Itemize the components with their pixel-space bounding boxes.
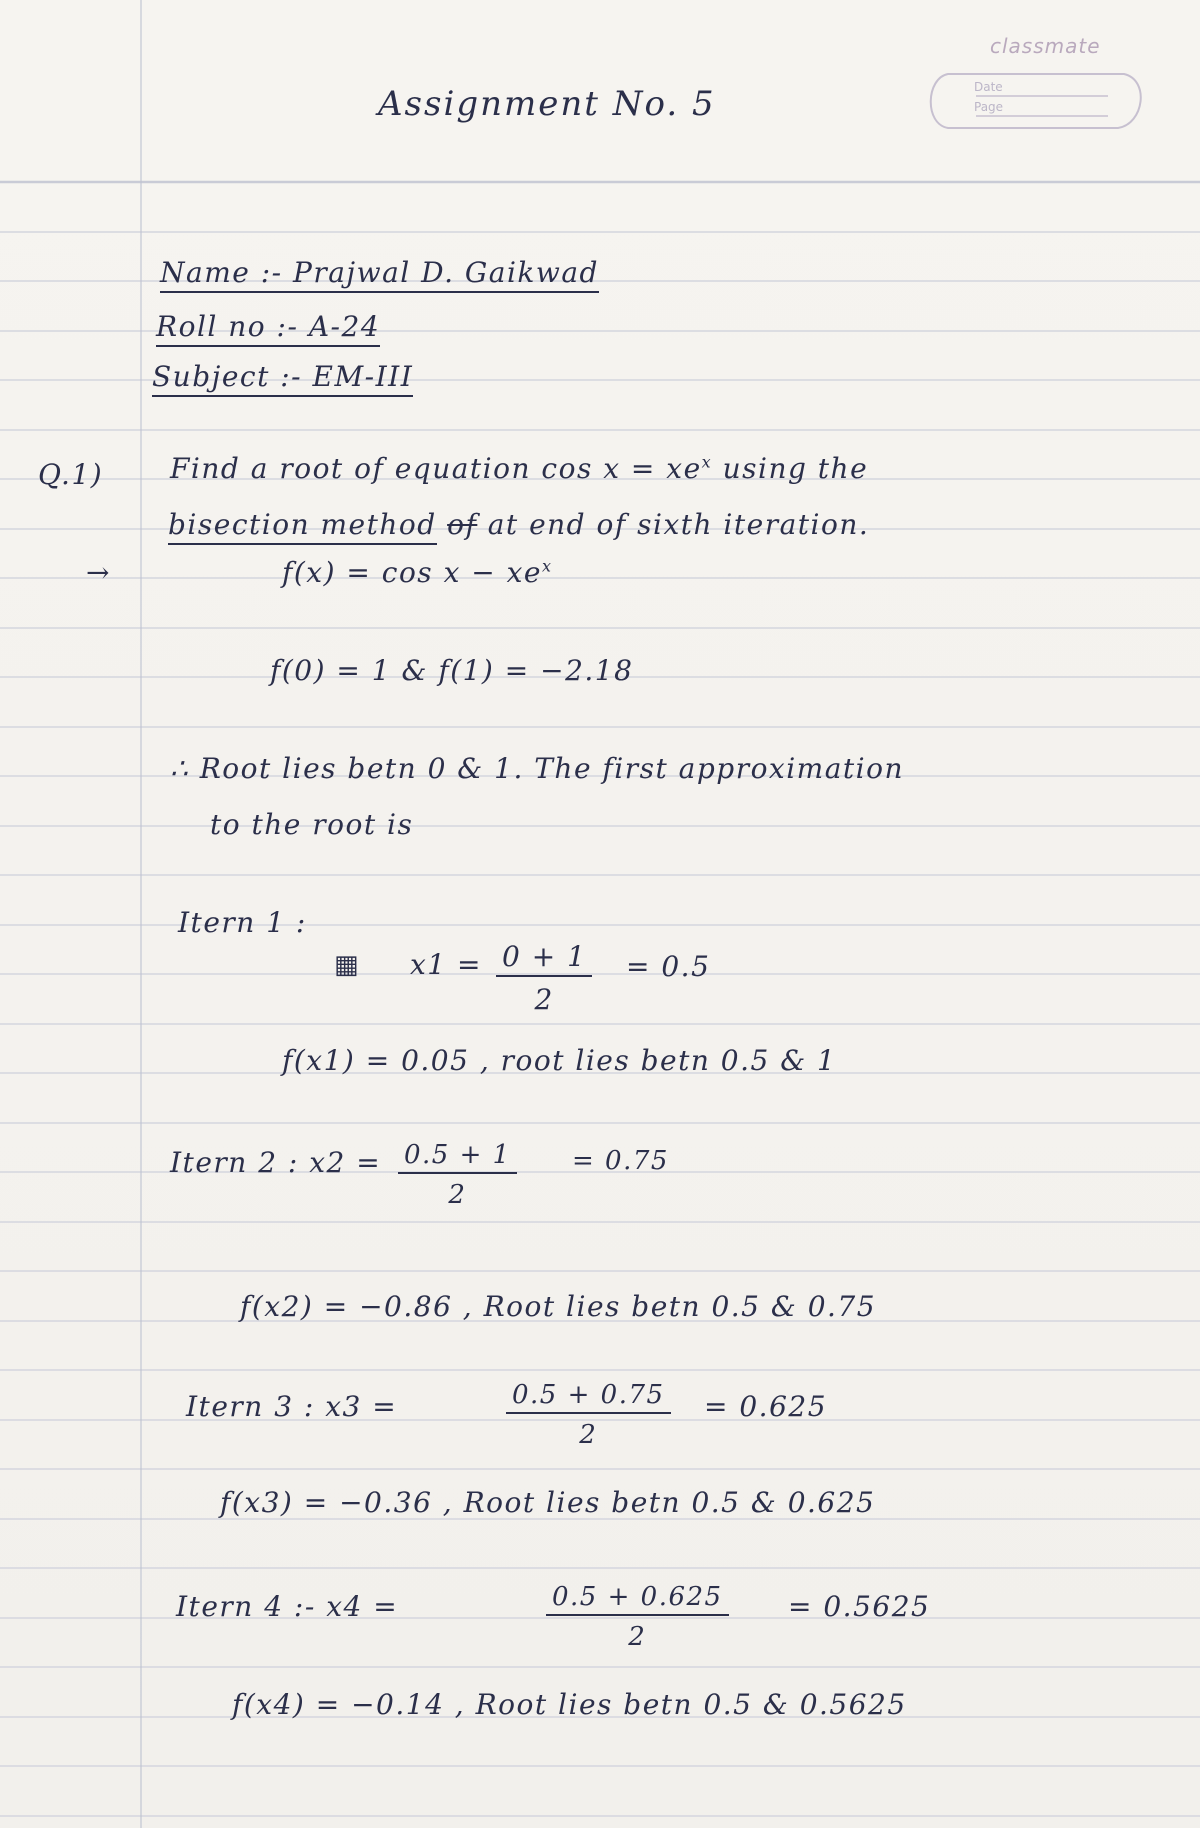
student-name: Name :- Prajwal D. Gaikwad	[160, 256, 599, 293]
iteration-1-result: = 0.5	[626, 950, 711, 983]
iteration-3-result: = 0.625	[704, 1390, 828, 1423]
question-line-2	[168, 508, 869, 541]
brand-logo: classmate	[990, 34, 1101, 58]
fx-exponent: x	[542, 556, 553, 576]
iteration-3-denominator: 2	[579, 1420, 598, 1450]
iteration-2-f-value: f(x2) = −0.86 , Root lies betn 0.5 & 0.75	[240, 1290, 877, 1323]
iteration-4-label: Itern 4 :- x4 =	[176, 1590, 399, 1623]
question-number: Q.1)	[38, 458, 104, 491]
date-box-outline	[918, 66, 1154, 136]
iteration-2-label: Itern 2 : x2 =	[170, 1146, 382, 1179]
iteration-3-numerator: 0.5 + 0.75	[506, 1380, 671, 1414]
student-roll: Roll no :- A-24	[156, 310, 380, 347]
question-exponent: x	[701, 452, 713, 472]
answer-arrow: →	[86, 556, 111, 589]
iteration-1-label: Itern 1 :	[178, 906, 307, 939]
question-line-1	[170, 452, 868, 485]
iteration-4-numerator: 0.5 + 0.625	[546, 1582, 729, 1616]
iteration-2-result: = 0.75	[572, 1146, 669, 1176]
iteration-3-f-value: f(x3) = −0.36 , Root lies betn 0.5 & 0.625	[220, 1486, 876, 1519]
date-page-box	[918, 66, 1154, 136]
iteration-4-f-value: f(x4) = −0.14 , Root lies betn 0.5 & 0.5625	[232, 1688, 907, 1721]
scribble-mark: ▦	[334, 950, 359, 980]
function-definition	[282, 556, 553, 589]
f0-f1-values: f(0) = 1 & f(1) = −2.18	[270, 654, 634, 687]
iteration-2-denominator: 2	[448, 1180, 467, 1210]
iteration-4-result: = 0.5625	[788, 1590, 931, 1623]
question-text-b: using the	[722, 452, 869, 485]
iteration-text: at end of sixth iteration.	[487, 508, 870, 541]
root-interval-line-1: ∴ Root lies betn 0 & 1. The first approximation	[170, 752, 905, 785]
iteration-1-f-value: f(x1) = 0.05 , root lies betn 0.5 & 1	[282, 1044, 837, 1077]
student-subject: Subject :- EM-III	[152, 360, 413, 397]
question-text-a: Find a root of equation cos x = xe	[170, 452, 702, 485]
iteration-2-numerator: 0.5 + 1	[398, 1140, 517, 1174]
iteration-1-x: x1 =	[410, 948, 482, 981]
iteration-2-fraction	[398, 1140, 517, 1210]
root-interval-line-2: to the root is	[210, 808, 414, 841]
margin-line	[140, 0, 142, 1828]
struck-word: of	[447, 508, 478, 541]
date-label: Date	[974, 80, 1003, 94]
page-label: Page	[974, 100, 1004, 114]
iteration-1-numerator: 0 + 1	[496, 940, 592, 977]
iteration-1-fraction	[496, 940, 592, 1016]
iteration-3-label: Itern 3 : x3 =	[186, 1390, 398, 1423]
fx-text: f(x) = cos x − xe	[282, 556, 542, 589]
iteration-4-fraction	[546, 1582, 729, 1652]
page-title: Assignment No. 5	[378, 84, 716, 124]
iteration-1-denominator: 2	[534, 983, 554, 1016]
iteration-4-denominator: 2	[628, 1622, 647, 1652]
iteration-3-fraction	[506, 1380, 671, 1450]
method-name: bisection method	[168, 508, 437, 545]
